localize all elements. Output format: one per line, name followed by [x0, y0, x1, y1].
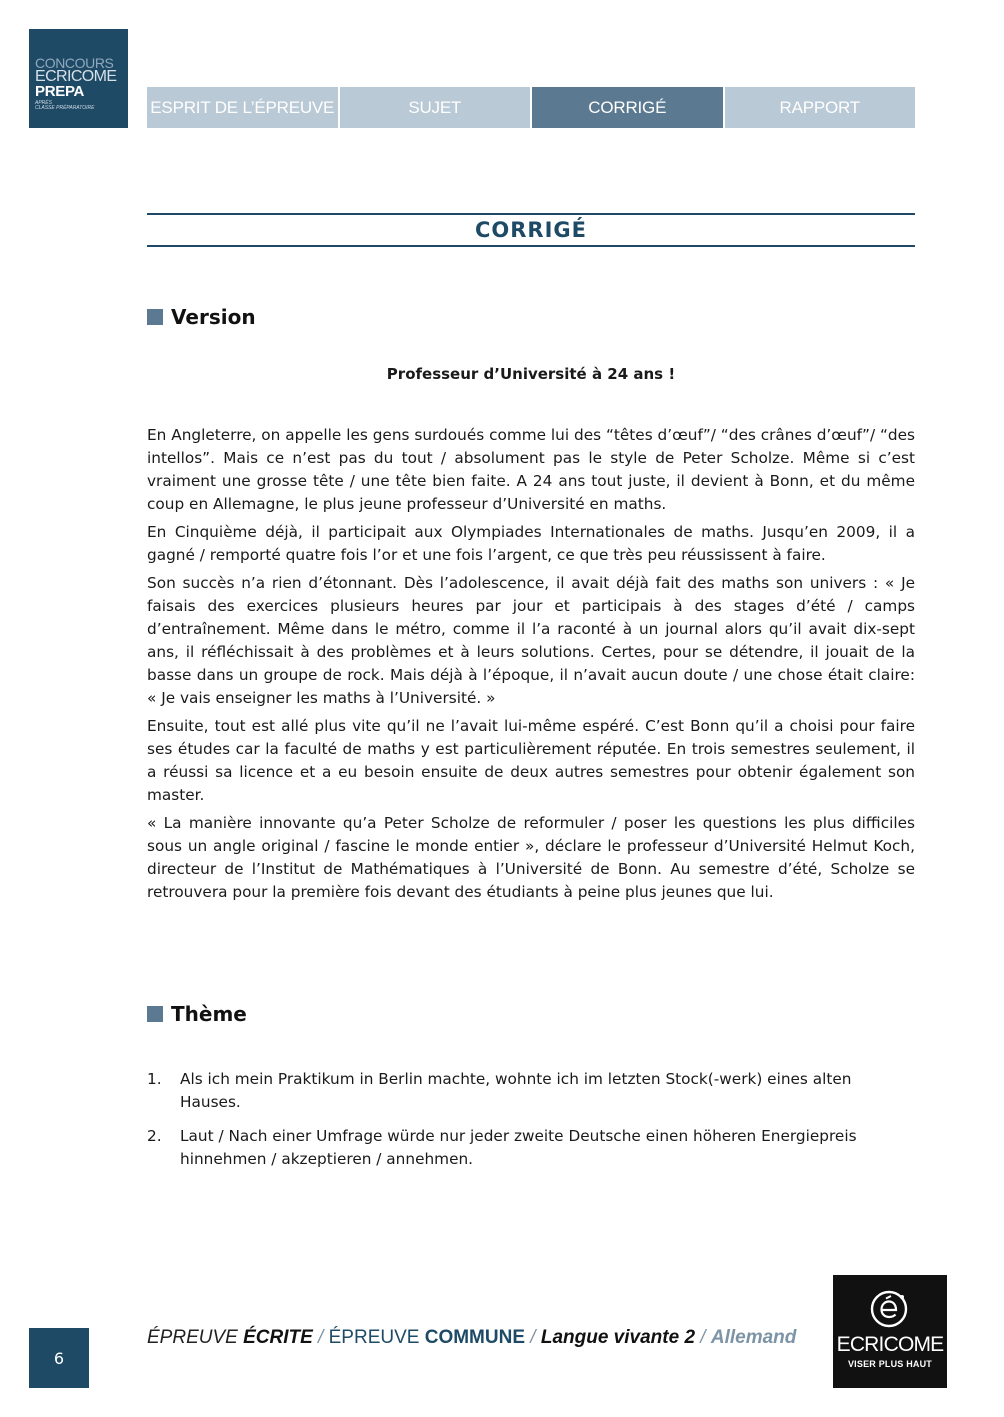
- version-body: [147, 424, 915, 909]
- footer-separator: /: [525, 1327, 541, 1348]
- version-heading-label: Version: [171, 305, 256, 329]
- logo-line-ecricome: ECRICOME: [35, 68, 117, 85]
- logo-line-apres: APRÈS: [35, 100, 52, 106]
- list-item: [147, 1068, 915, 1114]
- footer-ecrite: ÉCRITE: [243, 1327, 313, 1348]
- footer-allemand: Allemand: [710, 1327, 797, 1348]
- tab-sujet[interactable]: SUJET: [340, 87, 531, 128]
- paragraph: En Angleterre, on appelle les gens surdoués comme lui des “têtes d’œuf”/ “des crânes d’œuf”/ “des intellos”. Mais ce n’est pas du tout / absolument pas le style de Peter Scholze. Même si c’est vraiment une grosse tête / une tête bien faite. A 24 ans tout juste, il devient à Bonn, et du même coup en Allemagne, le plus jeune professeur d’Université en maths.: [147, 426, 915, 513]
- theme-list: [147, 1068, 915, 1182]
- footer-separator: /: [695, 1327, 711, 1348]
- footer-caption: [147, 1327, 796, 1349]
- list-item-number: 1.: [147, 1070, 162, 1088]
- list-item-number: 2.: [147, 1127, 162, 1145]
- page-number: 6: [29, 1328, 89, 1388]
- square-bullet-icon: [147, 1006, 163, 1022]
- square-bullet-icon: [147, 309, 163, 325]
- list-item-text: Laut / Nach einer Umfrage würde nur jeder zweite Deutsche einen höheren Energiepreis hinnehmen / akzeptieren / annehmen.: [180, 1127, 857, 1168]
- footer-commune: COMMUNE: [424, 1327, 525, 1348]
- footer-epreuve-2: ÉPREUVE: [328, 1327, 425, 1348]
- footer-separator: /: [312, 1327, 329, 1348]
- tab-rapport[interactable]: RAPPORT: [725, 87, 916, 128]
- version-heading: [147, 305, 256, 329]
- paragraph: Ensuite, tout est allé plus vite qu’il ne l’avait lui-même espéré. C’est Bonn qu’il a choisi pour faire ses études car la faculté de maths y est particulièrement réputée. En trois semestres seulement, il a réussi sa licence et a eu besoin ensuite de deux autres semestres pour obtenir également son master.: [147, 717, 915, 804]
- ecricome-brand-logo: [833, 1275, 947, 1388]
- brand-slogan: VISER PLUS HAUT: [847, 1359, 932, 1369]
- paragraph: Son succès n’a rien d’étonnant. Dès l’adolescence, il avait déjà fait des maths son univers : « Je faisais des exercices plusieurs heures par jour et participais à des stages d’été / camps d’entraînement. Même dans le métro, comme il l’a raconté à un journal alors qu’il avait dix-sept ans, il réfléchissait à des problèmes et à leurs solutions. Certes, pour se détendre, il jouait de la basse dans un groupe de rock. Mais déjà à l’époque, il n’avait aucun doute / une chose était claire: « Je vais enseigner les maths à l’Université. »: [147, 574, 915, 707]
- concours-logo: [29, 29, 128, 128]
- list-item: [147, 1125, 915, 1171]
- footer-epreuve: ÉPREUVE: [147, 1327, 244, 1348]
- paragraph: En Cinquième déjà, il participait aux Olympiades Internationales de maths. Jusqu’en 2009, il a gagné / remporté quatre fois l’or et une fois l’argent, ce que très peu réussissent à faire.: [147, 523, 915, 564]
- theme-heading: [147, 1002, 247, 1026]
- section-tabs: [147, 87, 915, 128]
- list-item-text: Als ich mein Praktikum in Berlin machte, wohnte ich im letzten Stock(-werk) eines alten Hauses.: [180, 1070, 852, 1111]
- logo-line-concours: CONCOURS: [35, 55, 114, 71]
- brand-name: ECRICOME: [836, 1333, 944, 1356]
- tab-esprit[interactable]: ESPRIT DE L’ÉPREUVE: [147, 87, 338, 128]
- theme-heading-label: Thème: [171, 1002, 247, 1026]
- page-title: CORRIGÉ: [147, 213, 915, 247]
- version-text-title: Professeur d’Université à 24 ans !: [386, 365, 676, 383]
- logo-line-prepa: PREPA: [35, 83, 85, 100]
- logo-line-classe: CLASSE PRÉPARATOIRE: [35, 105, 95, 111]
- tab-corrige[interactable]: CORRIGÉ: [532, 87, 723, 128]
- footer-langue: Langue vivante 2: [540, 1327, 696, 1348]
- e-logo-icon: [869, 1289, 909, 1329]
- paragraph: « La manière innovante qu’a Peter Scholze de reformuler / poser les questions les plus difficiles sous un angle original / fascine le monde entier », déclare le professeur d’Université Helmut Koch, directeur de l’Institut de Mathématiques à l’Université de Bonn. Au semestre d’été, Scholze se retrouvera pour la première fois devant des étudiants à peine plus jeunes que lui.: [147, 814, 915, 901]
